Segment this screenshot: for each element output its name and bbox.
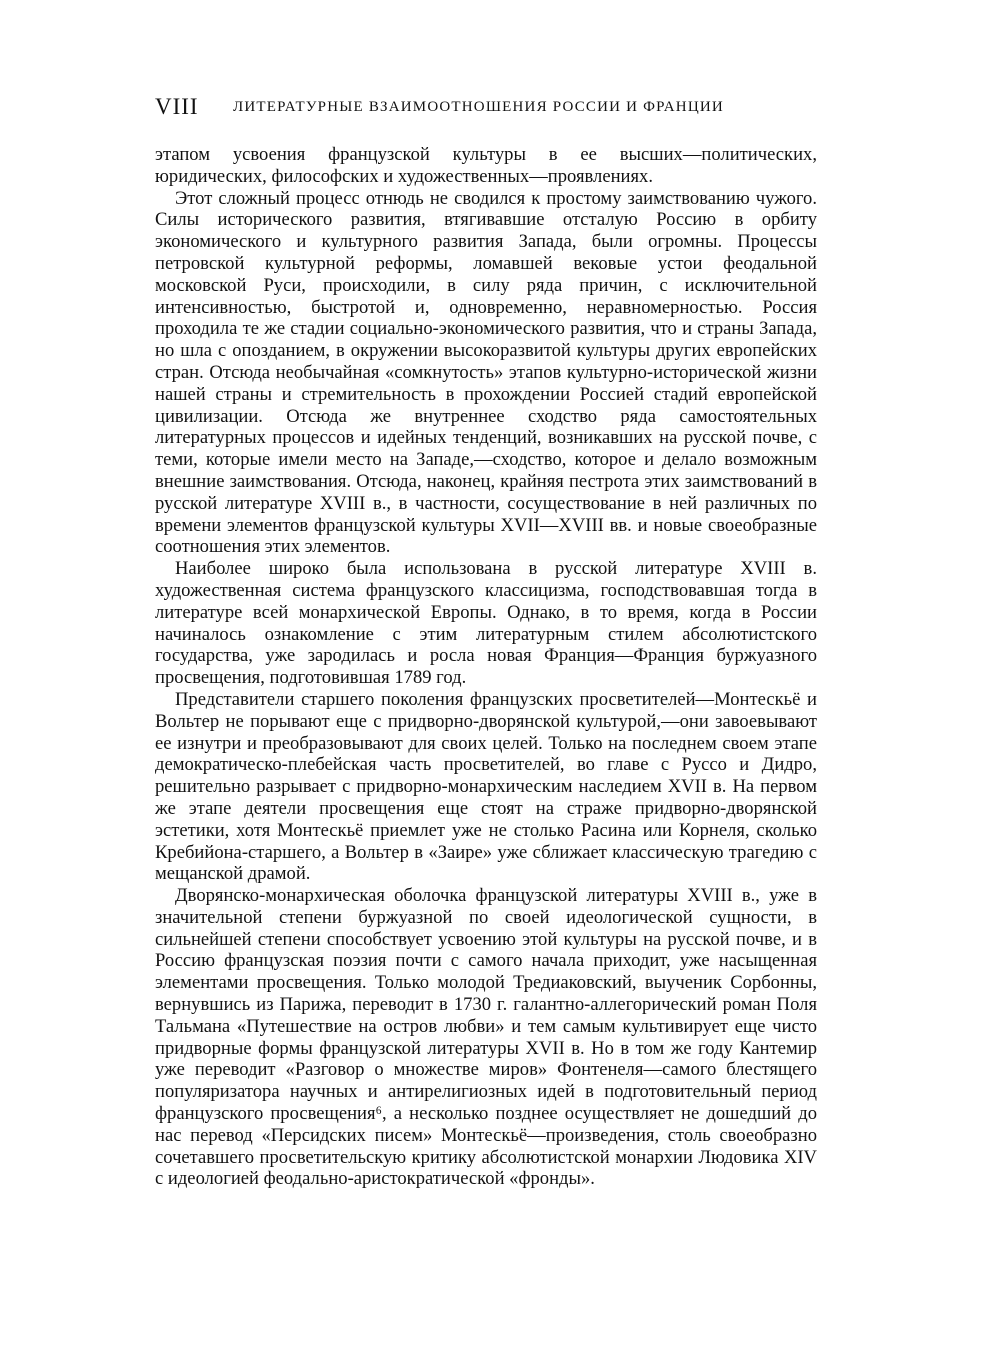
paragraph: Представители старшего поколения французских просветителей—Монтескьё и Вольтер не порывают еще с придворно-дворянской культурой,—они завоевывают ее изнутри и преобразовывают для своих целей. Только на последнем своем этапе демократическо-плебейская часть просветителей, во главе с Руссо и Дидро, решительно разрывает с придворно-монархическим наследием XVII в. На первом же этапе деятели просвещения еще стоят на страже придворно-дворянской эстетики, хотя Монтескьё приемлет уже не столько Расина или Корнеля, сколько Кребийона-старшего, а Вольтер в «Заире» уже сближает классическую трагедию с мещанской драмой. xyxy=(155,688,817,885)
paragraph: Дворянско-монархическая оболочка французской литературы XVIII в., уже в значительной степени буржуазной по своей идеологической сущности, в сильнейшей степени способствует усвоению этой культуры на русской почве, и в Россию французская поэзия почти с самого начала приходит, уже насыщенная элементами просвещения. Только молодой Тредиаковский, выученик Сорбонны, вернувшись из Парижа, переводит в 1730 г. галантно-аллегорический роман Поля Тальмана «Путешествие на остров любви» и тем самым культивирует еще чисто придворные формы французской литературы XVII в. Но в том же году Кантемир уже переводит «Разговор о множестве миров» Фонтенеля—самого блестящего популяризатора научных и антирелигиозных идей в подготовительный период французского просвещения⁶, а несколько позднее осуществляет не дошедший до нас перевод «Персидских писем» Монтескьё—произведения, столь своеобразно сочетавшего просветительскую критику абсолютистской монархии Людовика XIV с идеологией феодально-аристократической «фронды». xyxy=(155,885,817,1190)
paragraph: Этот сложный процесс отнюдь не сводился к простому заимствованию чужого. Силы исторического развития, втягивавшие отсталую Россию в орбиту экономического и культурного развития Запада, были огромны. Процессы петровской культурной реформы, ломавшей вековые устои феодальной московской Руси, происходили, в силу ряда причин, с исключительной интенсивностью, быстротой и, одновременно, неравномерностью. Россия проходила те же стадии социально-экономического развития, что и страны Запада, но шла с опозданием, в окружении высокоразвитой культуры других европейских стран. Отсюда необычайная «сомкнутость» этапов культурно-исторической жизни нашей страны и стремительность в прохождении Россией стадий европейской цивилизации. Отсюда же внутреннее сходство ряда самостоятельных литературных процессов и идейных тенденций, возникавших на русской почве, с теми, которые имели место на Западе,—сходство, которое и делало возможным внешние заимствования. Отсюда, наконец, крайняя пестрота этих заимствований в русской литературе XVIII в., в частности, сосуществование в ней различных по времени элементов французской культуры XVII—XVIII вв. и новые своеобразные соотношения этих элементов. xyxy=(155,187,817,558)
paragraph: Наиболее широко была использована в русской литературе XVIII в. художественная система французского классицизма, господствовавшая тогда в литературе всей монархической Европы. Однако, в то время, когда в России начиналось ознакомление с этим литературным стилем абсолютистского государства, уже зародилась и росла новая Франция—Франция буржуазного просвещения, подготовившая 1789 год. xyxy=(155,558,817,689)
running-header xyxy=(155,92,817,122)
paragraph-continuation: этапом усвоения французской культуры в ее высших—политических, юридических, философских и художественных—проявлениях. xyxy=(155,144,817,187)
running-title: ЛИТЕРАТУРНЫЕ ВЗАИМООТНОШЕНИЯ РОССИИ И ФРАНЦИИ xyxy=(233,99,724,115)
book-page xyxy=(155,92,817,1190)
body-text xyxy=(155,144,817,1190)
page-number: VIII xyxy=(155,94,199,119)
